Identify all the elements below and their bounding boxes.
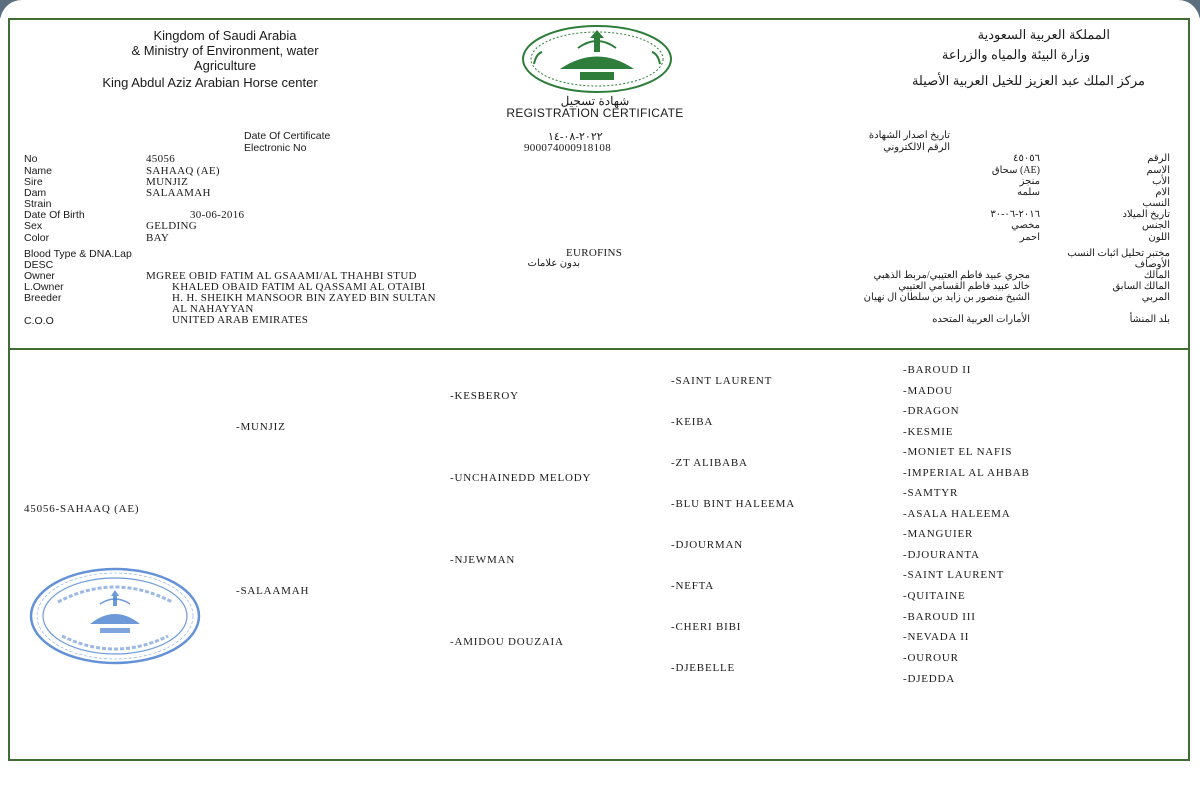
pedigree-gen2: -KESBEROY: [450, 390, 519, 402]
pedigree-gen4: -DRAGON: [903, 405, 960, 417]
field-value: EUROFINS: [566, 247, 623, 259]
pedigree-gen3: -DJEBELLE: [671, 662, 736, 674]
pedigree-gen2: -UNCHAINEDD MELODY: [450, 472, 592, 484]
field-value-ar: خالد عبيد فاطم القسامي العتيبي: [898, 281, 1030, 292]
field-label: Blood Type & DNA.Lap: [24, 248, 132, 260]
field-label-ar: الجنس: [1141, 220, 1170, 231]
pedigree-gen4: -ASALA HALEEMA: [903, 508, 1011, 520]
field-label: Name: [24, 165, 53, 177]
field-value: MGREE OBID FATIM AL GSAAMI/AL THAHBI STUD: [146, 270, 417, 282]
field-value-ar: مجري عبيد فاطم العتيبي/مربط الذهبي: [873, 270, 1030, 281]
field-value: 45056: [146, 153, 175, 165]
center-logo-emblem-icon: [520, 24, 674, 94]
field-value-ar: ٤٥٠٥٦: [1013, 153, 1040, 164]
pedigree-gen3: -NEFTA: [671, 580, 715, 592]
pedigree-gen4: -OUROUR: [903, 652, 959, 664]
pedigree-gen4: -SAINT LAURENT: [903, 569, 1005, 581]
pedigree-gen4: -SAMTYR: [903, 487, 959, 499]
section-divider: [8, 348, 1190, 350]
field-label: L.Owner: [24, 281, 64, 293]
field-label-ar: المالك: [1143, 270, 1170, 281]
field-label-ar: الرقم: [1147, 153, 1170, 164]
pedigree-gen3: -DJOURMAN: [671, 539, 743, 551]
pedigree-gen3: -CHERI BIBI: [671, 621, 742, 633]
field-label: Sire: [24, 176, 43, 188]
field-label-ar: بلد المنشأ: [1129, 314, 1170, 325]
electronic-label: Electronic No: [244, 142, 307, 154]
field-value: SALAAMAH: [146, 187, 211, 199]
pedigree-gen4: -MONIET EL NAFIS: [903, 446, 1013, 458]
field-value: KHALED OBAID FATIM AL QASSAMI AL OTAIBI: [172, 281, 426, 293]
field-value-ar: الشيخ منصور بن زايد بن سلطان ال نهيان: [863, 292, 1030, 303]
field-label: DESC: [24, 259, 54, 271]
pedigree-gen2: -AMIDOU DOUZAIA: [450, 636, 564, 648]
pedigree-subject: 45056-SAHAAQ (AE): [24, 503, 140, 515]
pedigree-gen3: -SAINT LAURENT: [671, 375, 773, 387]
field-label-ar: مختبر تحليل اثبات النسب: [1067, 248, 1170, 259]
field-value-ar: احمر: [1019, 232, 1040, 243]
field-label-ar: اللون: [1148, 232, 1170, 243]
field-label: Breeder: [24, 292, 62, 304]
field-value-ar: ٢٠١٦-٠٦-٣٠: [990, 209, 1040, 220]
pedigree-gen4: -KESMIE: [903, 426, 954, 438]
field-value: بدون علامات: [527, 258, 580, 269]
pedigree-gen4: -BAROUD II: [903, 364, 972, 376]
pedigree-gen4: -DJOURANTA: [903, 549, 980, 561]
field-label: Dam: [24, 187, 47, 199]
field-value: UNITED ARAB EMIRATES: [172, 314, 309, 326]
pedigree-gen3: -KEIBA: [671, 416, 714, 428]
header-ar-line3: مركز الملك عبد العزيز للخيل العربية الأصيلة: [911, 73, 1145, 88]
pedigree-gen4: -IMPERIAL AL AHBAB: [903, 467, 1030, 479]
pedigree-gen4: -MADOU: [903, 385, 954, 397]
field-value: MUNJIZ: [146, 176, 189, 188]
field-label-ar: المربي: [1141, 292, 1170, 303]
field-label-ar: الأب: [1152, 176, 1170, 187]
field-value-ar: مخصي: [1011, 220, 1040, 231]
header-en-line3: Agriculture: [193, 58, 257, 73]
field-label-ar: النسب: [1142, 198, 1170, 209]
field-value: SAHAAQ (AE): [146, 165, 220, 177]
header-ar-line1: المملكة العربية السعودية: [977, 27, 1110, 42]
pedigree-gen1: -MUNJIZ: [236, 421, 286, 433]
field-value-ar: منجز: [1019, 176, 1040, 187]
field-label: No: [24, 153, 38, 165]
field-label-ar: تاريخ الميلاد: [1122, 209, 1170, 220]
cert-title-en: REGISTRATION CERTIFICATE: [506, 106, 684, 120]
field-label: Date Of Birth: [24, 209, 85, 221]
pedigree-gen1: -SALAAMAH: [236, 585, 310, 597]
date-value: ٢٠٢٢-٠٨-١٤: [548, 131, 603, 143]
header-en-line1: Kingdom of Saudi Arabia: [153, 28, 297, 43]
field-value: 30-06-2016: [190, 209, 245, 221]
field-value: BAY: [146, 232, 170, 244]
header-en-line4: King Abdul Aziz Arabian Horse center: [102, 75, 318, 90]
field-value: GELDING: [146, 220, 197, 232]
field-label: Color: [24, 232, 50, 244]
field-label: Sex: [24, 220, 43, 232]
pedigree-gen4: -BAROUD III: [903, 611, 976, 623]
electronic-value: 900074000918108: [524, 142, 611, 154]
field-value-line2: AL NAHAYYAN: [172, 303, 254, 315]
electronic-label-ar: الرقم الالكتروني: [883, 142, 950, 153]
pedigree-gen4: -MANGUIER: [903, 528, 974, 540]
pedigree-gen4: -DJEDDA: [903, 673, 956, 685]
field-label: Strain: [24, 198, 52, 210]
pedigree-gen2: -NJEWMAN: [450, 554, 516, 566]
pedigree-gen4: -QUITAINE: [903, 590, 966, 602]
field-label-ar: الأوصاف: [1134, 259, 1170, 270]
field-value-ar: الأمارات العربية المتحده: [932, 314, 1030, 325]
field-value-ar: سلمه: [1017, 187, 1040, 198]
field-label-ar: الام: [1155, 187, 1170, 198]
field-label: C.O.O: [24, 315, 54, 327]
field-value-ar: (AE) سحاق: [991, 165, 1040, 176]
cert-title-ar: شهادة تسجيل: [560, 94, 630, 108]
pedigree-gen3: -BLU BINT HALEEMA: [671, 498, 795, 510]
official-seal-stamp-icon: [28, 566, 202, 666]
field-label-ar: المالك السابق: [1112, 281, 1170, 292]
date-label-ar: تاريخ اصدار الشهادة: [868, 130, 950, 141]
field-value: H. H. SHEIKH MANSOOR BIN ZAYED BIN SULTAN: [172, 292, 436, 304]
pedigree-gen3: -ZT ALIBABA: [671, 457, 748, 469]
field-label: Owner: [24, 270, 55, 282]
header-ar-line2: وزارة البيئة والمياه والزراعة: [941, 47, 1090, 62]
date-label: Date Of Certificate: [244, 130, 331, 142]
field-label-ar: الاسم: [1146, 165, 1170, 176]
pedigree-gen4: -NEVADA II: [903, 631, 970, 643]
header-en-line2: & Ministry of Environment, water: [131, 43, 319, 58]
